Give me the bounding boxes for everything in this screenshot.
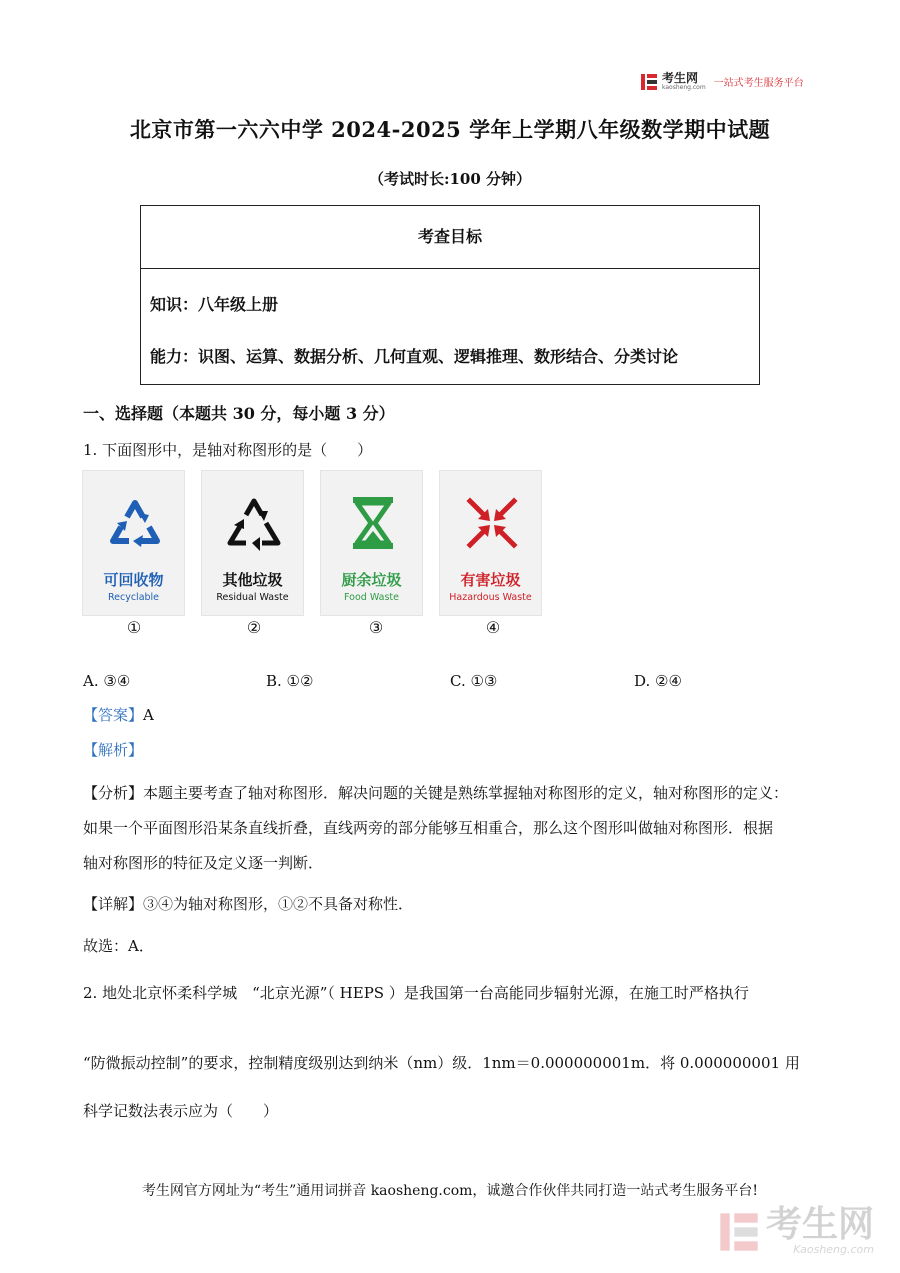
q1-figures [82, 470, 558, 616]
card-hazardous [439, 470, 542, 616]
watermark-sub: Kaosheng.com [793, 1243, 875, 1256]
logo-domain: kaosheng.com [662, 84, 706, 91]
goal-table [140, 205, 760, 385]
goal-ability: 能力：识图、运算、数据分析、几何直观、逻辑推理、数形结合、分类讨论 [150, 347, 679, 366]
option-c: C. ①③ [450, 672, 498, 690]
logo-name: 考生网 [662, 71, 699, 85]
card-cn: 可回收物 [103, 571, 164, 589]
watermark [718, 1204, 875, 1256]
analysis-line-1: 【分析】本题主要考查了轴对称图形．解决问题的关键是熟练掌握轴对称图形的定义，轴对称图形的定义： [83, 784, 789, 802]
header-logo [640, 72, 804, 91]
recycle-arrows-icon [105, 493, 165, 553]
card-en: Residual Waste [216, 592, 289, 603]
page-title: 北京市第一六六中学 2024-2025 学年上学期八年级数学期中试题 [129, 117, 771, 142]
watermark-text-group [766, 1204, 875, 1256]
logo-text [662, 72, 706, 91]
detail-line: 【详解】③④为轴对称图形，①②不具备对称性． [83, 895, 414, 913]
hourglass-icon [343, 493, 403, 553]
choice-line: 故选：A． [83, 937, 154, 955]
card-cn: 其他垃圾 [222, 571, 283, 589]
figure-number-1: ① [126, 618, 142, 637]
option-d: D. ②④ [634, 672, 682, 690]
kaosheng-logo-icon [640, 73, 658, 91]
page-footer: 考生网官方网址为“考生”通用词拼音 kaosheng.com，诚邀合作伙伴共同打造一站式考生服务平台! [141, 1183, 759, 1199]
logo-slogan: 一站式考生服务平台 [713, 78, 804, 89]
card-en: Food Waste [344, 592, 399, 603]
card-cn: 有害垃圾 [460, 571, 521, 589]
q1-stem: 1. 下面图形中，是轴对称图形的是（ ） [83, 441, 373, 459]
residual-arrows-icon [224, 493, 284, 553]
watermark-text: 考生网 [766, 1204, 875, 1245]
analysis-line-2: 如果一个平面图形沿某条直线折叠，直线两旁的部分能够互相重合，那么这个图形叫做轴对称图形．根据 [83, 819, 774, 837]
card-food [320, 470, 423, 616]
analysis-line-3: 轴对称图形的特征及定义逐一判断． [83, 854, 324, 872]
card-cn: 厨余垃圾 [341, 571, 402, 589]
card-residual [201, 470, 304, 616]
card-recyclable [82, 470, 185, 616]
card-en: Recyclable [107, 592, 160, 603]
option-b: B. ①② [266, 672, 314, 690]
figure-number-4: ④ [485, 618, 501, 637]
section-heading: 一、选择题（本题共 30 分，每小题 3 分） [83, 404, 395, 423]
goal-heading: 考查目标 [141, 206, 759, 269]
hazard-cross-icon [462, 493, 522, 553]
answer-line [83, 705, 154, 725]
exam-duration: （考试时长:100 分钟） [368, 170, 532, 188]
figure-number-2: ② [246, 618, 262, 637]
answer-label: 【答案】 [83, 706, 144, 724]
q2-line-3: 科学记数法表示应为（ ） [83, 1102, 279, 1120]
q2-line-2: “防微振动控制”的要求，控制精度级别达到纳米（nm）级．1nm＝0.000000001m．将 0.000000001 用 [83, 1054, 800, 1072]
card-en: Hazardous Waste [449, 592, 532, 603]
answer-value: A [143, 706, 154, 724]
watermark-logo-icon [718, 1211, 760, 1253]
analysis-label: 【解析】 [83, 741, 144, 759]
q2-line-1: 2. 地处北京怀柔科学城 “北京光源”（ HEPS ）是我国第一台高能同步辐射光源，在施工时严格执行 [83, 984, 749, 1002]
option-a: A. ③④ [83, 672, 131, 690]
goal-knowledge: 知识：八年级上册 [150, 295, 279, 314]
figure-number-3: ③ [368, 618, 384, 637]
